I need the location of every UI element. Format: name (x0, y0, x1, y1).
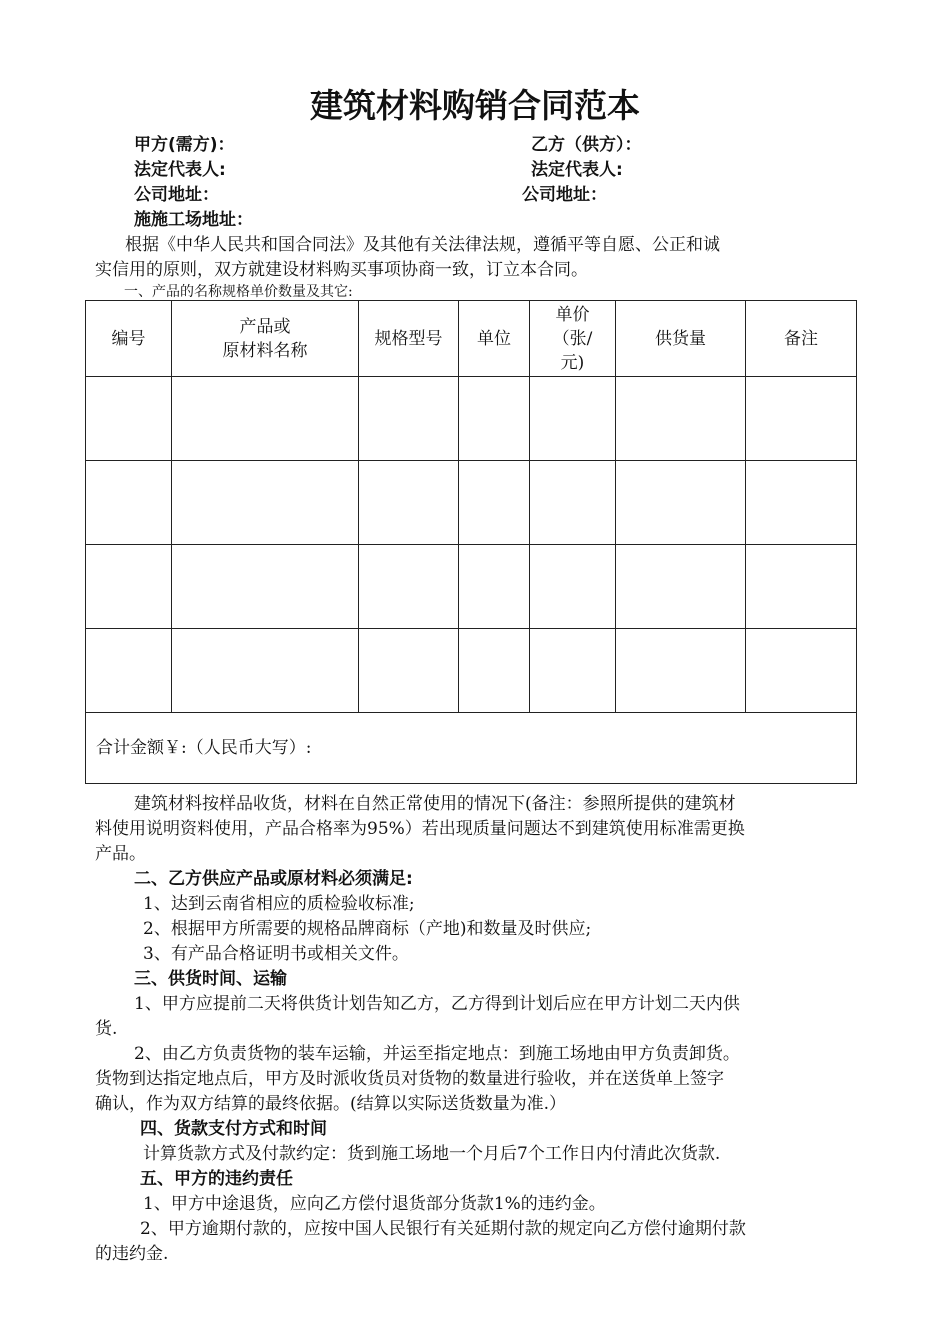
table-cell (359, 377, 459, 461)
section-2-item-2: 2、根据甲方所需要的规格品牌商标（产地)和数量及时供应; (143, 919, 592, 939)
party-a-rep-label: 法定代表人: (134, 160, 226, 180)
section-4-heading: 四、货款支付方式和时间 (140, 1119, 327, 1139)
section-5-item-2-line-2: 的违约金. (95, 1244, 169, 1264)
header-unit-price (530, 301, 616, 377)
table-cell (459, 629, 530, 713)
table-cell (616, 377, 746, 461)
header-no: 编号 (86, 301, 172, 377)
table-cell (530, 629, 616, 713)
section-5-item-2-line-1: 2、甲方逾期付款的，应按中国人民银行有关延期付款的规定向乙方偿付逾期付款 (140, 1219, 746, 1239)
header-unit-price-line3: 元) (560, 352, 585, 373)
table-row (86, 377, 857, 461)
section-2-heading: 二、乙方供应产品或原材料必须满足: (134, 869, 413, 889)
table-cell (86, 545, 172, 629)
section-3-p2-line-1: 2、由乙方负责货物的装车运输，并运至指定地点：到施工场地由甲方负责卸货。 (134, 1044, 740, 1064)
table-cell (616, 545, 746, 629)
section-1-heading: 一、产品的名称规格单价数量及其它: (124, 284, 353, 300)
table-row (86, 461, 857, 545)
table-row (86, 629, 857, 713)
table-cell (746, 629, 857, 713)
total-amount-label: 合计金额￥:（人民币大写）: (86, 713, 857, 784)
table-cell (616, 629, 746, 713)
intro-line-2: 实信用的原则，双方就建设材料购买事项协商一致，订立本合同。 (95, 260, 588, 280)
table-cell (359, 545, 459, 629)
table-cell (86, 629, 172, 713)
party-b-label: 乙方（供方）： (531, 135, 642, 155)
header-quantity: 供货量 (616, 301, 746, 377)
section-5-heading: 五、甲方的违约责任 (140, 1169, 293, 1189)
table-total-row (86, 713, 857, 784)
party-b-address-label: 公司地址： (522, 185, 607, 205)
header-unit: 单位 (459, 301, 530, 377)
table-cell (746, 377, 857, 461)
table-cell (530, 545, 616, 629)
section-2-item-3: 3、有产品合格证明书或相关文件。 (143, 944, 409, 964)
intro-line-1: 根据《中华人民共和国合同法》及其他有关法律法规，遵循平等自愿、公正和诚 (125, 235, 720, 255)
table-cell (459, 377, 530, 461)
header-product-name (172, 301, 359, 377)
table-cell (530, 377, 616, 461)
header-spec: 规格型号 (359, 301, 459, 377)
header-unit-price-line2: （张/ (552, 328, 593, 349)
section-4-line-1: 计算货款方式及付款约定：货到施工场地一个月后7个工作日内付清此次货款. (143, 1144, 721, 1164)
section-3-p1-line-1: 1、甲方应提前二天将供货计划告知乙方，乙方得到计划后应在甲方计划二天内供 (134, 994, 740, 1014)
header-unit-price-line1: 单价 (555, 304, 590, 325)
table-cell (359, 461, 459, 545)
section-3-p1-line-2: 货. (95, 1019, 118, 1039)
header-product-name-line2: 原材料名称 (222, 340, 308, 361)
table-cell (172, 629, 359, 713)
table-cell (359, 629, 459, 713)
table-row (86, 545, 857, 629)
table-cell (746, 461, 857, 545)
section-5-item-1: 1、甲方中途退货，应向乙方偿付退货部分货款1%的违约金。 (143, 1194, 606, 1214)
product-table (85, 300, 857, 784)
table-header-row (86, 301, 857, 377)
table-cell (459, 545, 530, 629)
table-cell (616, 461, 746, 545)
quality-line-2: 料使用说明资料使用，产品合格率为95%）若出现质量问题达不到建筑使用标准需更换 (95, 819, 745, 839)
section-3-p2-line-2: 货物到达指定地点后，甲方及时派收货员对货物的数量进行验收，并在送货单上签字 (95, 1069, 724, 1089)
table-cell (172, 377, 359, 461)
site-address-label: 施施工场地址： (134, 210, 253, 230)
quality-line-3: 产品。 (95, 844, 146, 864)
table-cell (172, 461, 359, 545)
section-3-heading: 三、供货时间、运输 (134, 969, 287, 989)
table-cell (86, 377, 172, 461)
contract-title: 建筑材料购销合同范本 (310, 86, 640, 125)
section-3-p2-line-3: 确认，作为双方结算的最终依据。(结算以实际送货数量为准.） (95, 1094, 567, 1114)
party-a-address-label: 公司地址： (134, 185, 219, 205)
table-cell (530, 461, 616, 545)
table-cell (746, 545, 857, 629)
party-b-rep-label: 法定代表人: (531, 160, 623, 180)
table-cell (459, 461, 530, 545)
table-cell (172, 545, 359, 629)
party-a-label: 甲方(需方)： (134, 135, 235, 155)
section-2-item-1: 1、达到云南省相应的质检验收标准; (143, 894, 415, 914)
header-product-name-line1: 产品或 (239, 316, 291, 337)
table-cell (86, 461, 172, 545)
quality-line-1: 建筑材料按样品收货，材料在自然正常使用的情况下(备注：参照所提供的建筑材 (134, 794, 736, 814)
header-remark: 备注 (746, 301, 857, 377)
